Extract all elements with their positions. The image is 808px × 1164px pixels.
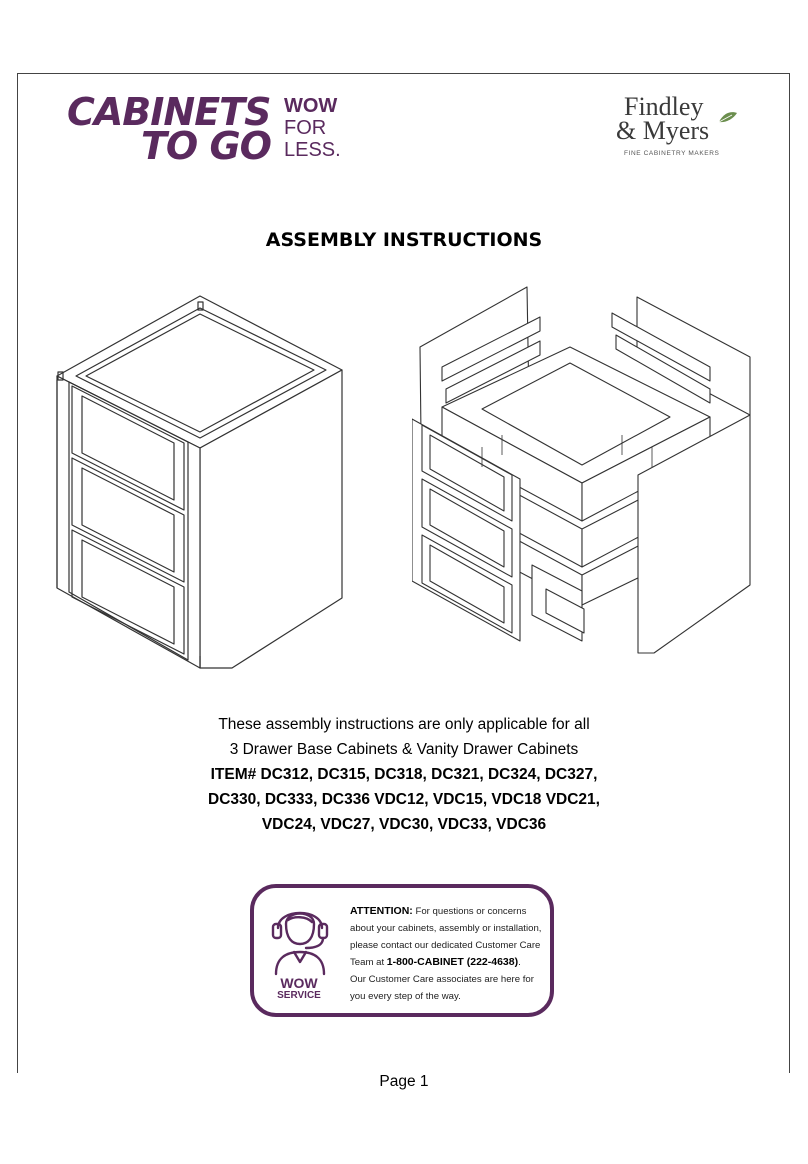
customer-care-phone: 1-800-CABINET (222-4638): [386, 956, 519, 968]
logo-less-text: LESS.: [284, 139, 341, 161]
description-line-1: These assembly instructions are only applicable for all: [218, 716, 590, 733]
logo-tagline: FINE CABINETRY MAKERS: [624, 150, 720, 157]
headset-agent-icon: [264, 894, 336, 976]
attention-text-4-end: .: [518, 957, 521, 968]
findley-myers-logo: [612, 88, 740, 168]
page-number: Page 1: [379, 1073, 429, 1090]
attention-heading: ATTENTION:: [350, 905, 413, 917]
attention-text-6: you every step of the way.: [350, 991, 461, 1002]
item-numbers-line-3: VDC24, VDC27, VDC30, VDC33, VDC36: [261, 816, 547, 833]
cabinets-to-go-logo: [67, 90, 347, 168]
logo-for-text: FOR: [284, 117, 327, 139]
logo-findley-text: Findley: [624, 92, 704, 121]
description-line-2: 3 Drawer Base Cabinets & Vanity Drawer Cabinets: [229, 741, 579, 758]
badge-service-text: SERVICE: [277, 990, 321, 1001]
attention-text-1: For questions or concerns: [412, 906, 527, 917]
badge-wow-text: WOW: [280, 975, 318, 991]
logo-myers-text: & Myers: [616, 116, 710, 145]
item-numbers-line-2: DC330, DC333, DC336 VDC12, VDC15, VDC18 VDC21,: [208, 791, 600, 808]
attention-text-4: Team at: [350, 957, 387, 968]
logo-wow-text: WOW: [284, 95, 338, 117]
wow-service-badge: [268, 976, 330, 1002]
leaf-icon: [718, 110, 738, 126]
exploded-cabinet-illustration: [412, 285, 757, 660]
attention-text-3: please contact our dedicated Customer Care: [350, 940, 541, 951]
attention-text: [350, 903, 550, 1005]
applicability-description: [0, 712, 808, 837]
assembled-cabinet-illustration: [52, 288, 352, 678]
item-numbers-line-1: ITEM# DC312, DC315, DC318, DC321, DC324, DC327,: [210, 766, 598, 783]
attention-text-2: about your cabinets, assembly or installation,: [350, 923, 542, 934]
page-title: ASSEMBLY INSTRUCTIONS: [265, 229, 543, 251]
attention-text-5: Our Customer Care associates are here for: [350, 974, 534, 985]
customer-care-notice: [250, 884, 554, 1017]
logo-to-go-text: TO GO: [141, 124, 271, 168]
logo-cabinets-text: CABINETS: [67, 90, 271, 134]
